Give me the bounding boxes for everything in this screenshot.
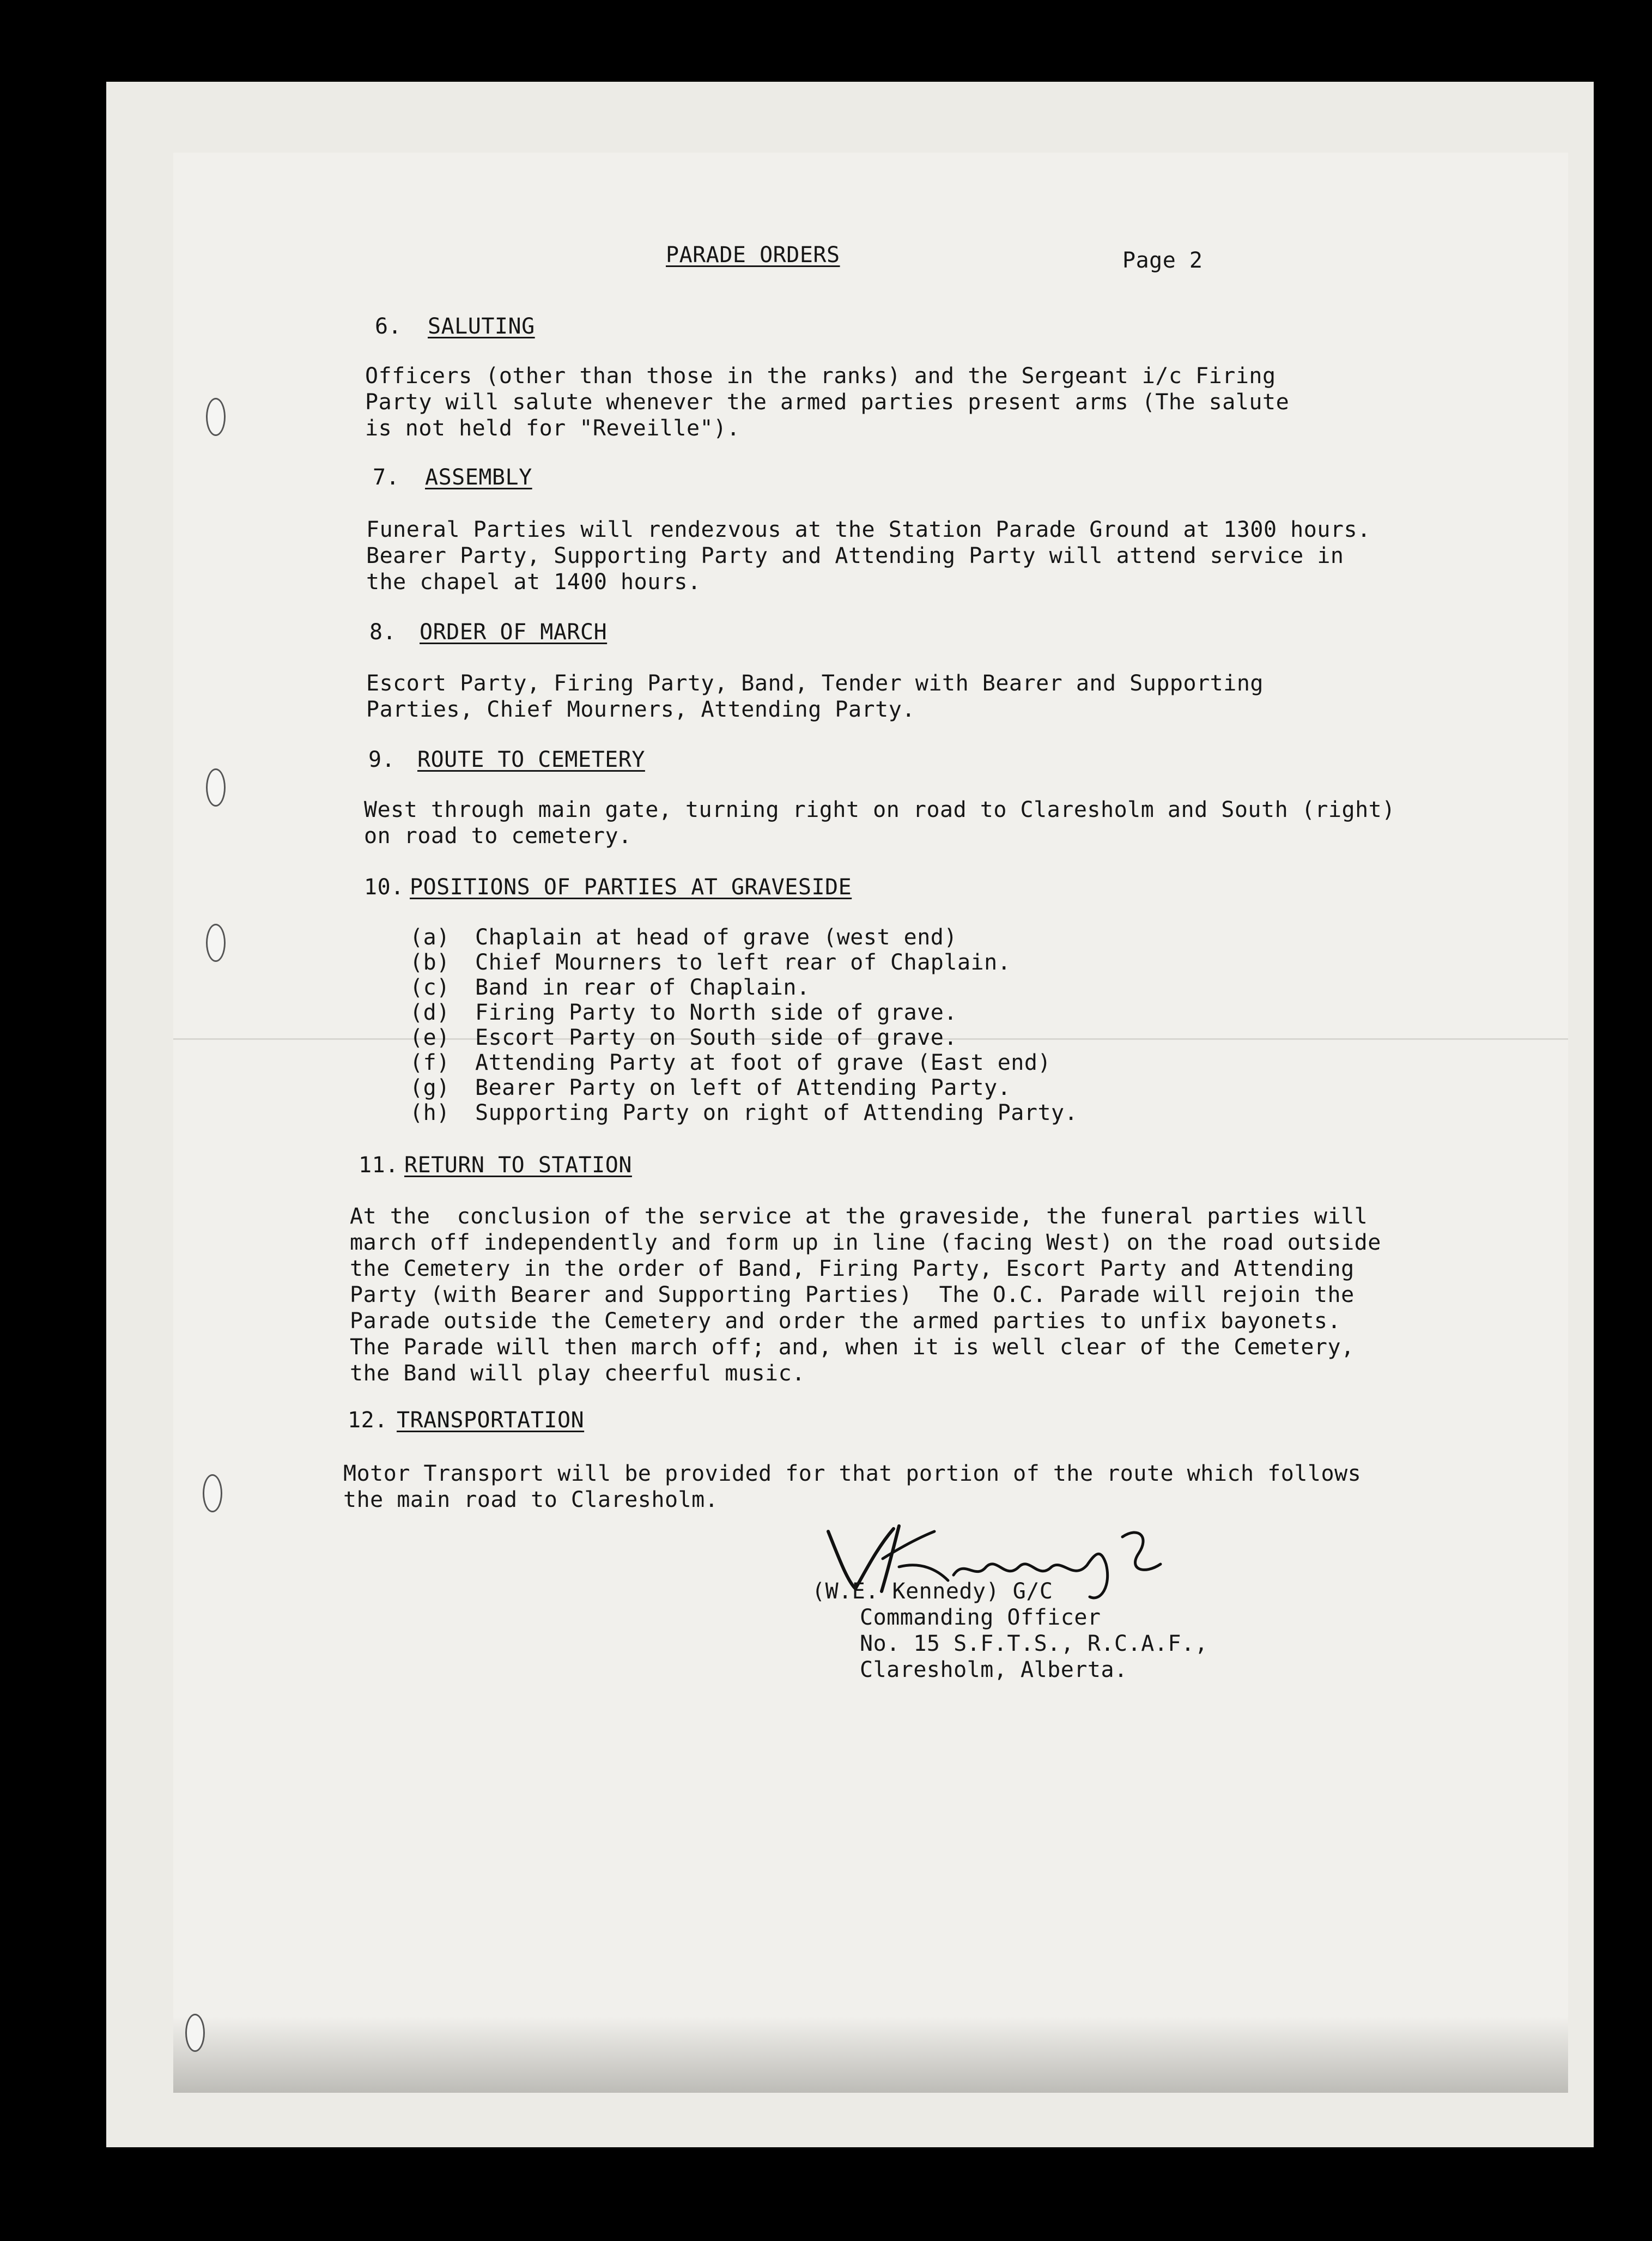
section-number: 11. (359, 1153, 399, 1178)
list-item-label: (a) (410, 925, 450, 950)
paragraph-line: is not held for "Reveille"). (365, 416, 740, 441)
list-item: Band in rear of Chaplain. (475, 975, 810, 1000)
section-heading: RETURN TO STATION (404, 1153, 632, 1178)
paragraph-line: Party will salute whenever the armed parties present arms (The salute (365, 390, 1290, 415)
list-item: Escort Party on South side of grave. (475, 1025, 957, 1050)
paragraph-line: West through main gate, turning right on road to Claresholm and South (right) (364, 797, 1395, 822)
paragraph-line: the Band will play cheerful music. (350, 1361, 805, 1386)
paragraph-line: Escort Party, Firing Party, Band, Tender with Bearer and Supporting (366, 671, 1264, 696)
section-number: 8. (369, 620, 397, 645)
section-number: 9. (368, 747, 396, 772)
list-item: Supporting Party on right of Attending Party. (475, 1100, 1078, 1125)
punch-hole (203, 1474, 222, 1512)
list-item-label: (h) (410, 1100, 450, 1125)
list-item: Attending Party at foot of grave (East end) (475, 1050, 1052, 1075)
signatory-location: Claresholm, Alberta. (860, 1657, 1128, 1682)
paragraph-line: Funeral Parties will rendezvous at the Station Parade Ground at 1300 hours. (366, 517, 1371, 542)
list-item-label: (d) (410, 1000, 450, 1025)
list-item: Chief Mourners to left rear of Chaplain. (475, 950, 1011, 975)
punch-hole (206, 398, 226, 436)
paragraph-line: Motor Transport will be provided for that portion of the route which follows (343, 1461, 1362, 1486)
paragraph-line: Officers (other than those in the ranks) and the Sergeant i/c Firing (365, 364, 1276, 389)
list-item-label: (g) (410, 1075, 450, 1100)
section-heading: ROUTE TO CEMETERY (417, 747, 645, 772)
section-number: 7. (373, 465, 400, 490)
signatory-unit: No. 15 S.F.T.S., R.C.A.F., (860, 1631, 1208, 1656)
paragraph-line: the main road to Claresholm. (343, 1487, 719, 1512)
punch-hole (206, 924, 226, 962)
paragraph-line: Parade outside the Cemetery and order the armed parties to unfix bayonets. (350, 1309, 1341, 1334)
paragraph-line: Party (with Bearer and Supporting Parties) The O.C. Parade will rejoin the (350, 1282, 1355, 1307)
paragraph-line: the chapel at 1400 hours. (366, 570, 701, 595)
list-item: Chaplain at head of grave (west end) (475, 925, 957, 950)
section-heading: POSITIONS OF PARTIES AT GRAVESIDE (410, 875, 852, 900)
paragraph-line: on road to cemetery. (364, 823, 632, 849)
list-item: Firing Party to North side of grave. (475, 1000, 957, 1025)
list-item-label: (c) (410, 975, 450, 1000)
page-title: PARADE ORDERS (666, 243, 840, 268)
section-heading: SALUTING (428, 314, 535, 339)
list-item-label: (f) (410, 1050, 450, 1075)
paragraph-line: Parties, Chief Mourners, Attending Party. (366, 697, 915, 722)
punch-hole (185, 2014, 205, 2052)
section-number: 12. (348, 1408, 388, 1433)
section-heading: ASSEMBLY (425, 465, 532, 490)
section-heading: ORDER OF MARCH (420, 620, 608, 645)
section-number: 6. (375, 314, 402, 339)
paragraph-line: march off independently and form up in line (facing West) on the road outside (350, 1230, 1381, 1255)
list-item-label: (b) (410, 950, 450, 975)
punch-hole (206, 768, 226, 807)
list-item-label: (e) (410, 1025, 450, 1050)
signatory-title: Commanding Officer (860, 1605, 1101, 1630)
paragraph-line: Bearer Party, Supporting Party and Attending Party will attend service in (366, 543, 1344, 568)
signatory-name: (W.E. Kennedy) G/C (812, 1579, 1053, 1604)
page-number: Page 2 (1122, 248, 1203, 273)
paragraph-line: At the conclusion of the service at the graveside, the funeral parties will (350, 1204, 1368, 1229)
paragraph-line: the Cemetery in the order of Band, Firing Party, Escort Party and Attending (350, 1256, 1355, 1281)
section-heading: TRANSPORTATION (397, 1408, 585, 1433)
paragraph-line: The Parade will then march off; and, when it is well clear of the Cemetery, (350, 1335, 1355, 1360)
section-number: 10. (364, 875, 404, 900)
list-item: Bearer Party on left of Attending Party. (475, 1075, 1011, 1100)
